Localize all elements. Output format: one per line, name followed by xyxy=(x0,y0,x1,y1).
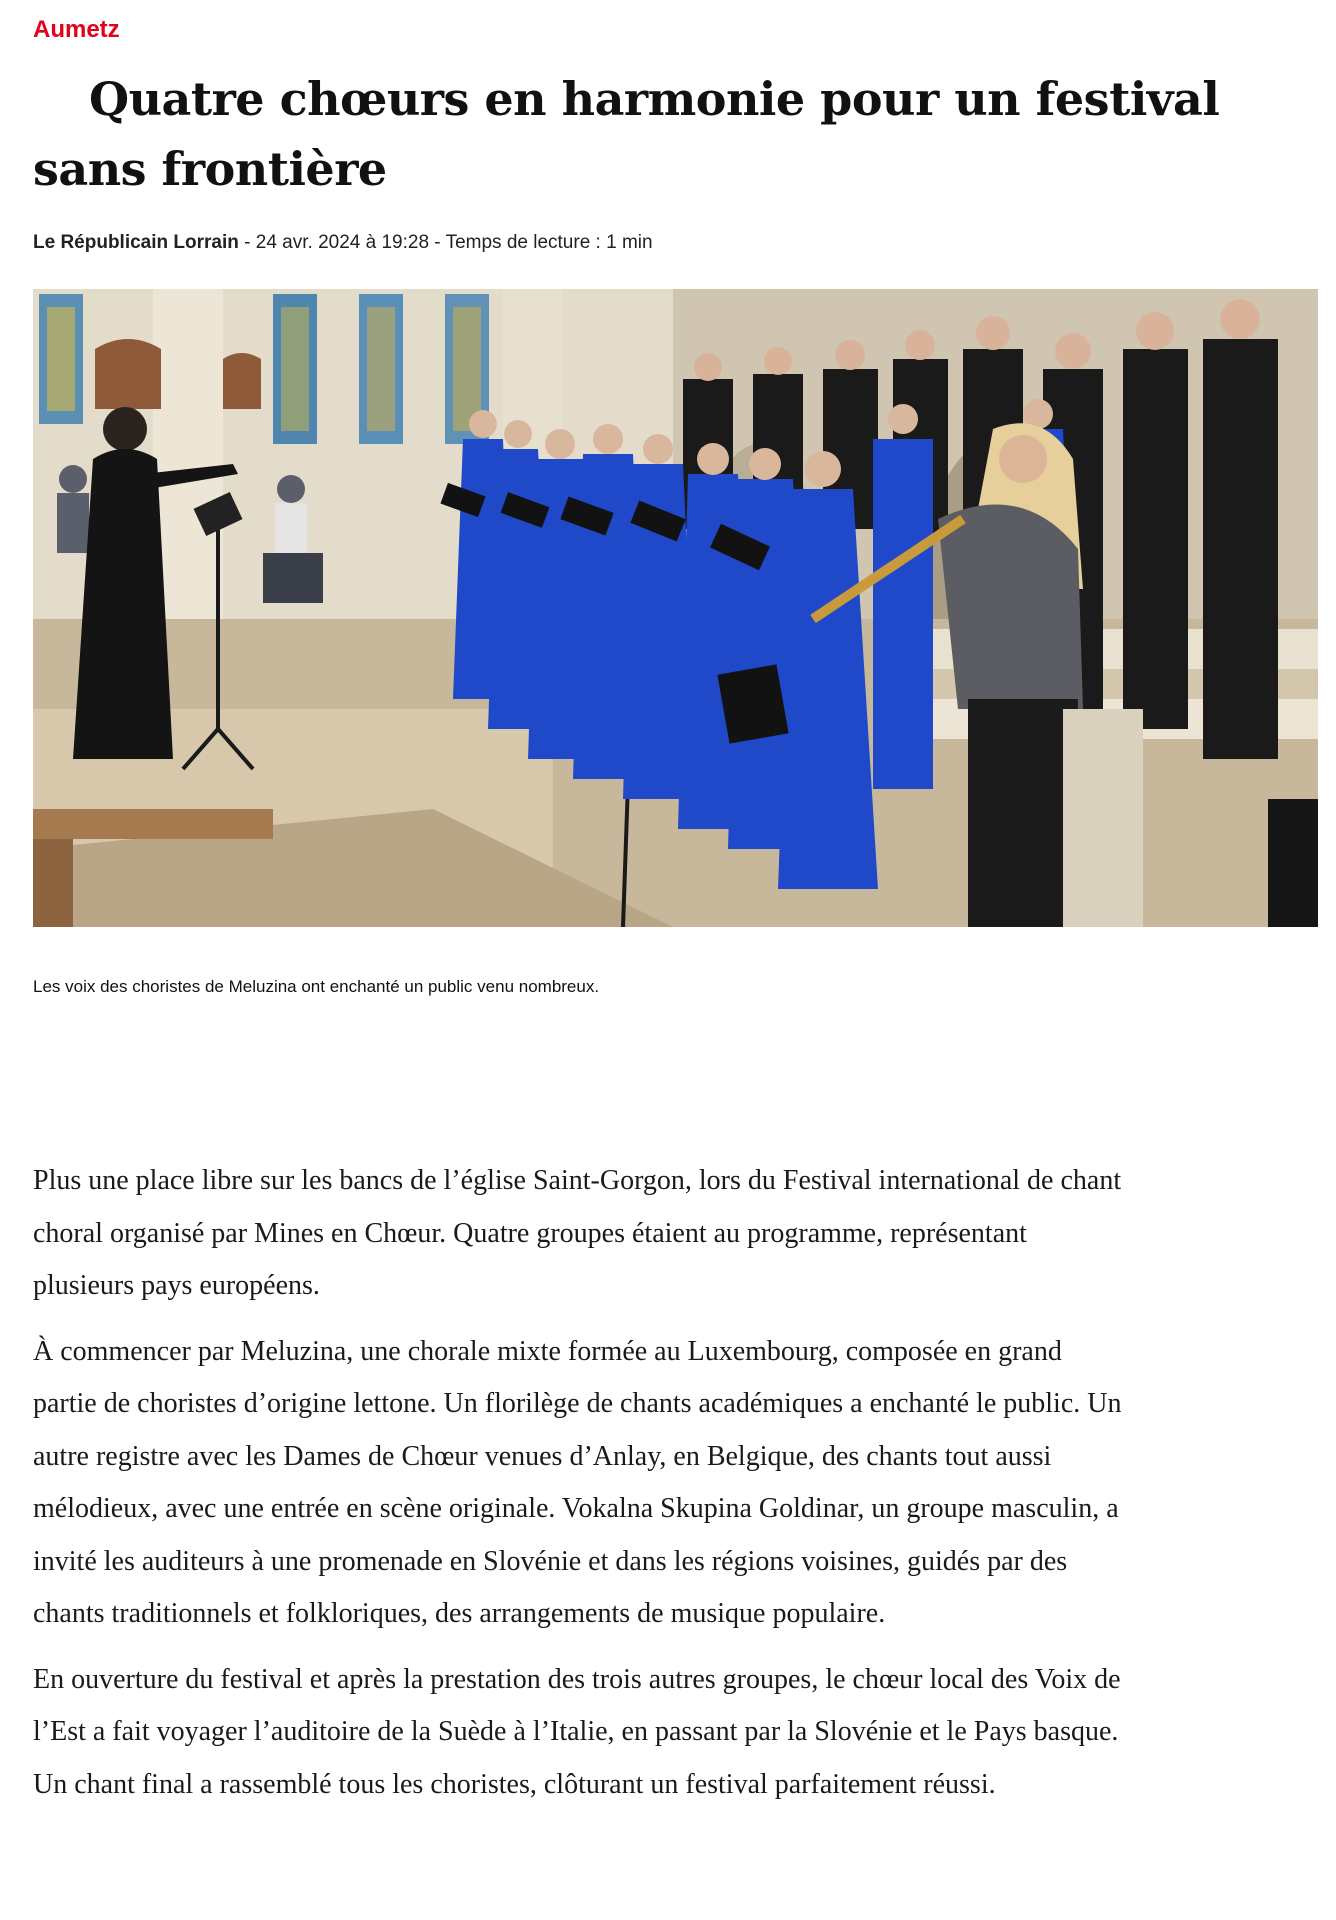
article-title: Quatre chœurs en harmonie pour un festival sans frontière xyxy=(33,72,1220,196)
choir-photo-illustration xyxy=(33,289,1318,927)
byline-source: Le Républicain Lorrain xyxy=(33,232,239,253)
photo-caption: Les voix des choristes de Meluzina ont enchanté un public venu nombreux. xyxy=(33,977,600,996)
byline-date: 24 avr. 2024 à 19:28 xyxy=(255,232,430,253)
byline xyxy=(33,232,653,254)
paragraph-3: En ouverture du festival et après la prestation des trois autres groupes, le chœur local des Voix de l’Est a fait voyager l’auditoire de la Suède à l’Italie, en passant par la Slovénie et le Pays basque. Un chant final a rassemblé tous les choristes, clôturant un festival parfaitement réussi. xyxy=(33,1663,1121,1800)
article-body xyxy=(33,1155,1123,1824)
byline-sep-1: - xyxy=(238,232,256,253)
byline-sep-2: - xyxy=(429,232,446,253)
paragraph-1: Plus une place libre sur les bancs de l’église Saint-Gorgon, lors du Festival international de chant choral organisé par Mines en Chœur. Quatre groupes étaient au programme, représentant plusieurs pays européens. xyxy=(33,1165,1122,1301)
paragraph-2: À commencer par Meluzina, une chorale mixte formée au Luxembourg, composée en grand partie de choristes d’origine lettone. Un florilège de chants académiques a enchanté le public. Un autre registre avec les Dames de Chœur venues d’Anlay, en Belgique, des chants tout aussi mélodieux, avec une entrée en scène originale. Vokalna Skupina Goldinar, un groupe masculin, a invité les auditeurs à une promenade en Slovénie et dans les régions voisines, guidés par des chants traditionnels et folkloriques, des arrangements de musique populaire. xyxy=(33,1335,1122,1629)
byline-reading-time: Temps de lecture : 1 min xyxy=(445,232,653,253)
section-kicker[interactable]: Aumetz xyxy=(33,16,120,43)
article-photo[interactable] xyxy=(33,289,1318,927)
